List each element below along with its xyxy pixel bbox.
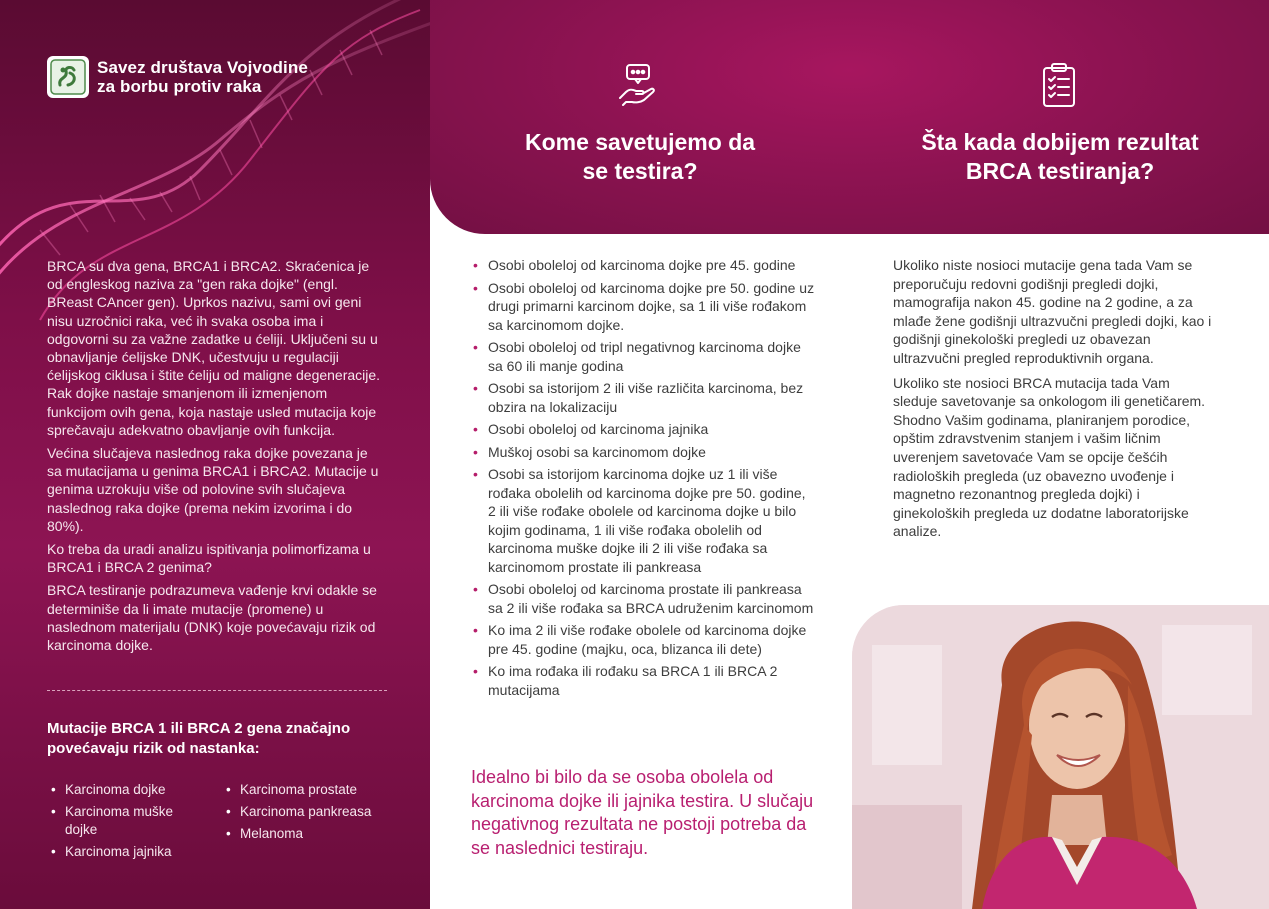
list-item: • Osobi obolelој od karcinoma dojke pre 45. godine bbox=[472, 256, 817, 275]
results-text bbox=[893, 256, 1213, 547]
risk-title: Mutacije BRCA 1 ili BRCA 2 gena značajno povećavaju rizik od nastanka: bbox=[47, 720, 351, 757]
brand bbox=[47, 56, 308, 98]
list-item: • Osobi obolelој od karcinoma prostate ili pankreasa sa 2 ili više rođaka sa BRCA udruženim karcinomom bbox=[472, 580, 817, 617]
intro-paragraph: Ko treba da uradi analizu ispitivanja polimorfizama u BRCA1 i BRCA 2 genima? bbox=[47, 541, 371, 576]
highlight-quote: Idealno bi bilo da se osoba obolela od karcinoma dojke ili jajnika testira. U slučaju negativnog rezultata ne postoji potreba da se naslednici testiraju. bbox=[471, 767, 814, 858]
left-panel bbox=[0, 0, 430, 909]
header-band bbox=[430, 0, 1269, 234]
section-title-recommend: Kome savetujemo da se testira? bbox=[524, 129, 756, 184]
list-item: • Melanoma bbox=[223, 825, 393, 843]
section-title-results: Šta kada dobijem rezultat BRCA testiranja? bbox=[921, 129, 1199, 184]
hand-chat-bubble-icon bbox=[614, 60, 666, 112]
list-item: • Osobi obolelој od karcinoma dojke pre 50. godine uz drugi primarni karcinom dojke, sa 1 ili više rođakom sa karcinomom dojke. bbox=[472, 279, 817, 335]
intro-paragraph: BRCA su dva gena, BRCA1 i BRCA2. Skraćenica je od engleskog naziva za "gen raka dojke" (engl. BReast CAncer gen). Uprkos nazivu, sami ovi geni nisu uzročnici raka, već ih svaka osoba ima i odgovorni su za važne zadatke u ćeliji. Uključeni su u obnavljanje ćelijske DNK, učestvuju u regulaciji ćelijskog ciklusa i štite ćeliju od maligne degeneracije. Rak dojke nastaje smanjenom ili izmenjenom funkcijom ovih gena, koja nastaje usled mutacija koje sprečavaju adekvatno obavljanje ovih funkcija. bbox=[47, 258, 381, 438]
list-item: • Ko ima 2 ili više rođake obolele od karcinoma dojke pre 45. godine (majku, oca, blizanca ili dete) bbox=[472, 621, 817, 658]
recommend-list bbox=[472, 256, 817, 703]
list-item: • Karcinoma jajnika bbox=[48, 843, 188, 861]
list-item: • Osobi sa istorijom 2 ili više različita karcinoma, bez obzira na lokalizaciju bbox=[472, 379, 817, 416]
risk-list-col2 bbox=[223, 781, 393, 847]
organization-logo bbox=[47, 56, 89, 98]
results-paragraph: Ukoliko niste nosioci mutacije gena tada Vam se preporučuju redovni godišnji pregledi dojki, mamografija nakon 45. godine na 2 godine, a za mlađe žene godišnji ultrazvučni pregledi dojki, kao i godišnji ginekološki pregledi uz obavezan ultrazvučni pregled reproduktivnih organa. bbox=[893, 257, 1212, 366]
list-item: • Osobi obolelој od karcinoma jajnika bbox=[472, 420, 817, 439]
logo-emblem-icon bbox=[50, 59, 86, 95]
organization-name-line1: Savez društava Vojvodine bbox=[97, 58, 308, 77]
list-item: • Osobi obolelој od tripl negativnog karcinoma dojke sa 60 ili manje godina bbox=[472, 338, 817, 375]
list-item: • Osobi sa istorijom karcinoma dojke uz 1 ili više rođaka obolelih od karcinoma dojke pre 50. godine, 2 ili više rođake obolele od karcinoma dojke u bilo kojim godinama, 1 ili više rođaka obolelih od karcinoma muške dojke ili 2 ili više rođaka sa karcinomom prostate ili pankreasa bbox=[472, 465, 817, 576]
woman-portrait-photo bbox=[852, 605, 1269, 909]
list-item: • Muškoj osobi sa karcinomom dojke bbox=[472, 443, 817, 462]
list-item: • Karcinoma dojke bbox=[48, 781, 188, 799]
list-item: • Ko ima rođaka ili rođaku sa BRCA 1 ili BRCA 2 mutacijama bbox=[472, 662, 817, 699]
intro-paragraph: Većina slučajeva naslednog raka dojke povezana je sa mutacijama u genima BRCA1 i BRCA2. Mutacije u genima uzrokuju više od polovine svih slučajeva naslednog raka dojke (prema nekim izvorima i do 80%). bbox=[47, 445, 379, 534]
portrait-illustration bbox=[852, 605, 1269, 909]
results-paragraph: Ukoliko ste nosioci BRCA mutacija tada Vam sleduje savetovanje sa onkologom ili genetičarem. Shodno Vašim godinama, planiranjem porodice, opštim zdravstvenim stanjem i vašim ličnim uverenjem savetovaće Vam se opcije češćih radioloških pregleda (uz obavezno uvođenje i magnetno rezonantnog pregleda dojki) i ginekoloških pregleda uz dodatne laboratorijske analize. bbox=[893, 374, 1206, 540]
organization-name bbox=[97, 58, 308, 96]
intro-text bbox=[47, 257, 382, 659]
clipboard-checklist-icon bbox=[1033, 60, 1085, 112]
list-item: • Karcinoma prostate bbox=[223, 781, 393, 799]
organization-name-line2: za borbu protiv raka bbox=[97, 77, 262, 96]
risk-list-col1 bbox=[48, 781, 188, 865]
dashed-divider bbox=[47, 690, 387, 691]
intro-paragraph: BRCA testiranje podrazumeva vađenje krvi odakle se determiniše da li imate mutacije (promene) u naslednom materijalu (DNK) koje povećavaju rizik od karcinoma dojke. bbox=[47, 582, 377, 654]
list-item: • Karcinoma muške dojke bbox=[48, 803, 188, 839]
list-item: • Karcinoma pankreasa bbox=[223, 803, 393, 821]
